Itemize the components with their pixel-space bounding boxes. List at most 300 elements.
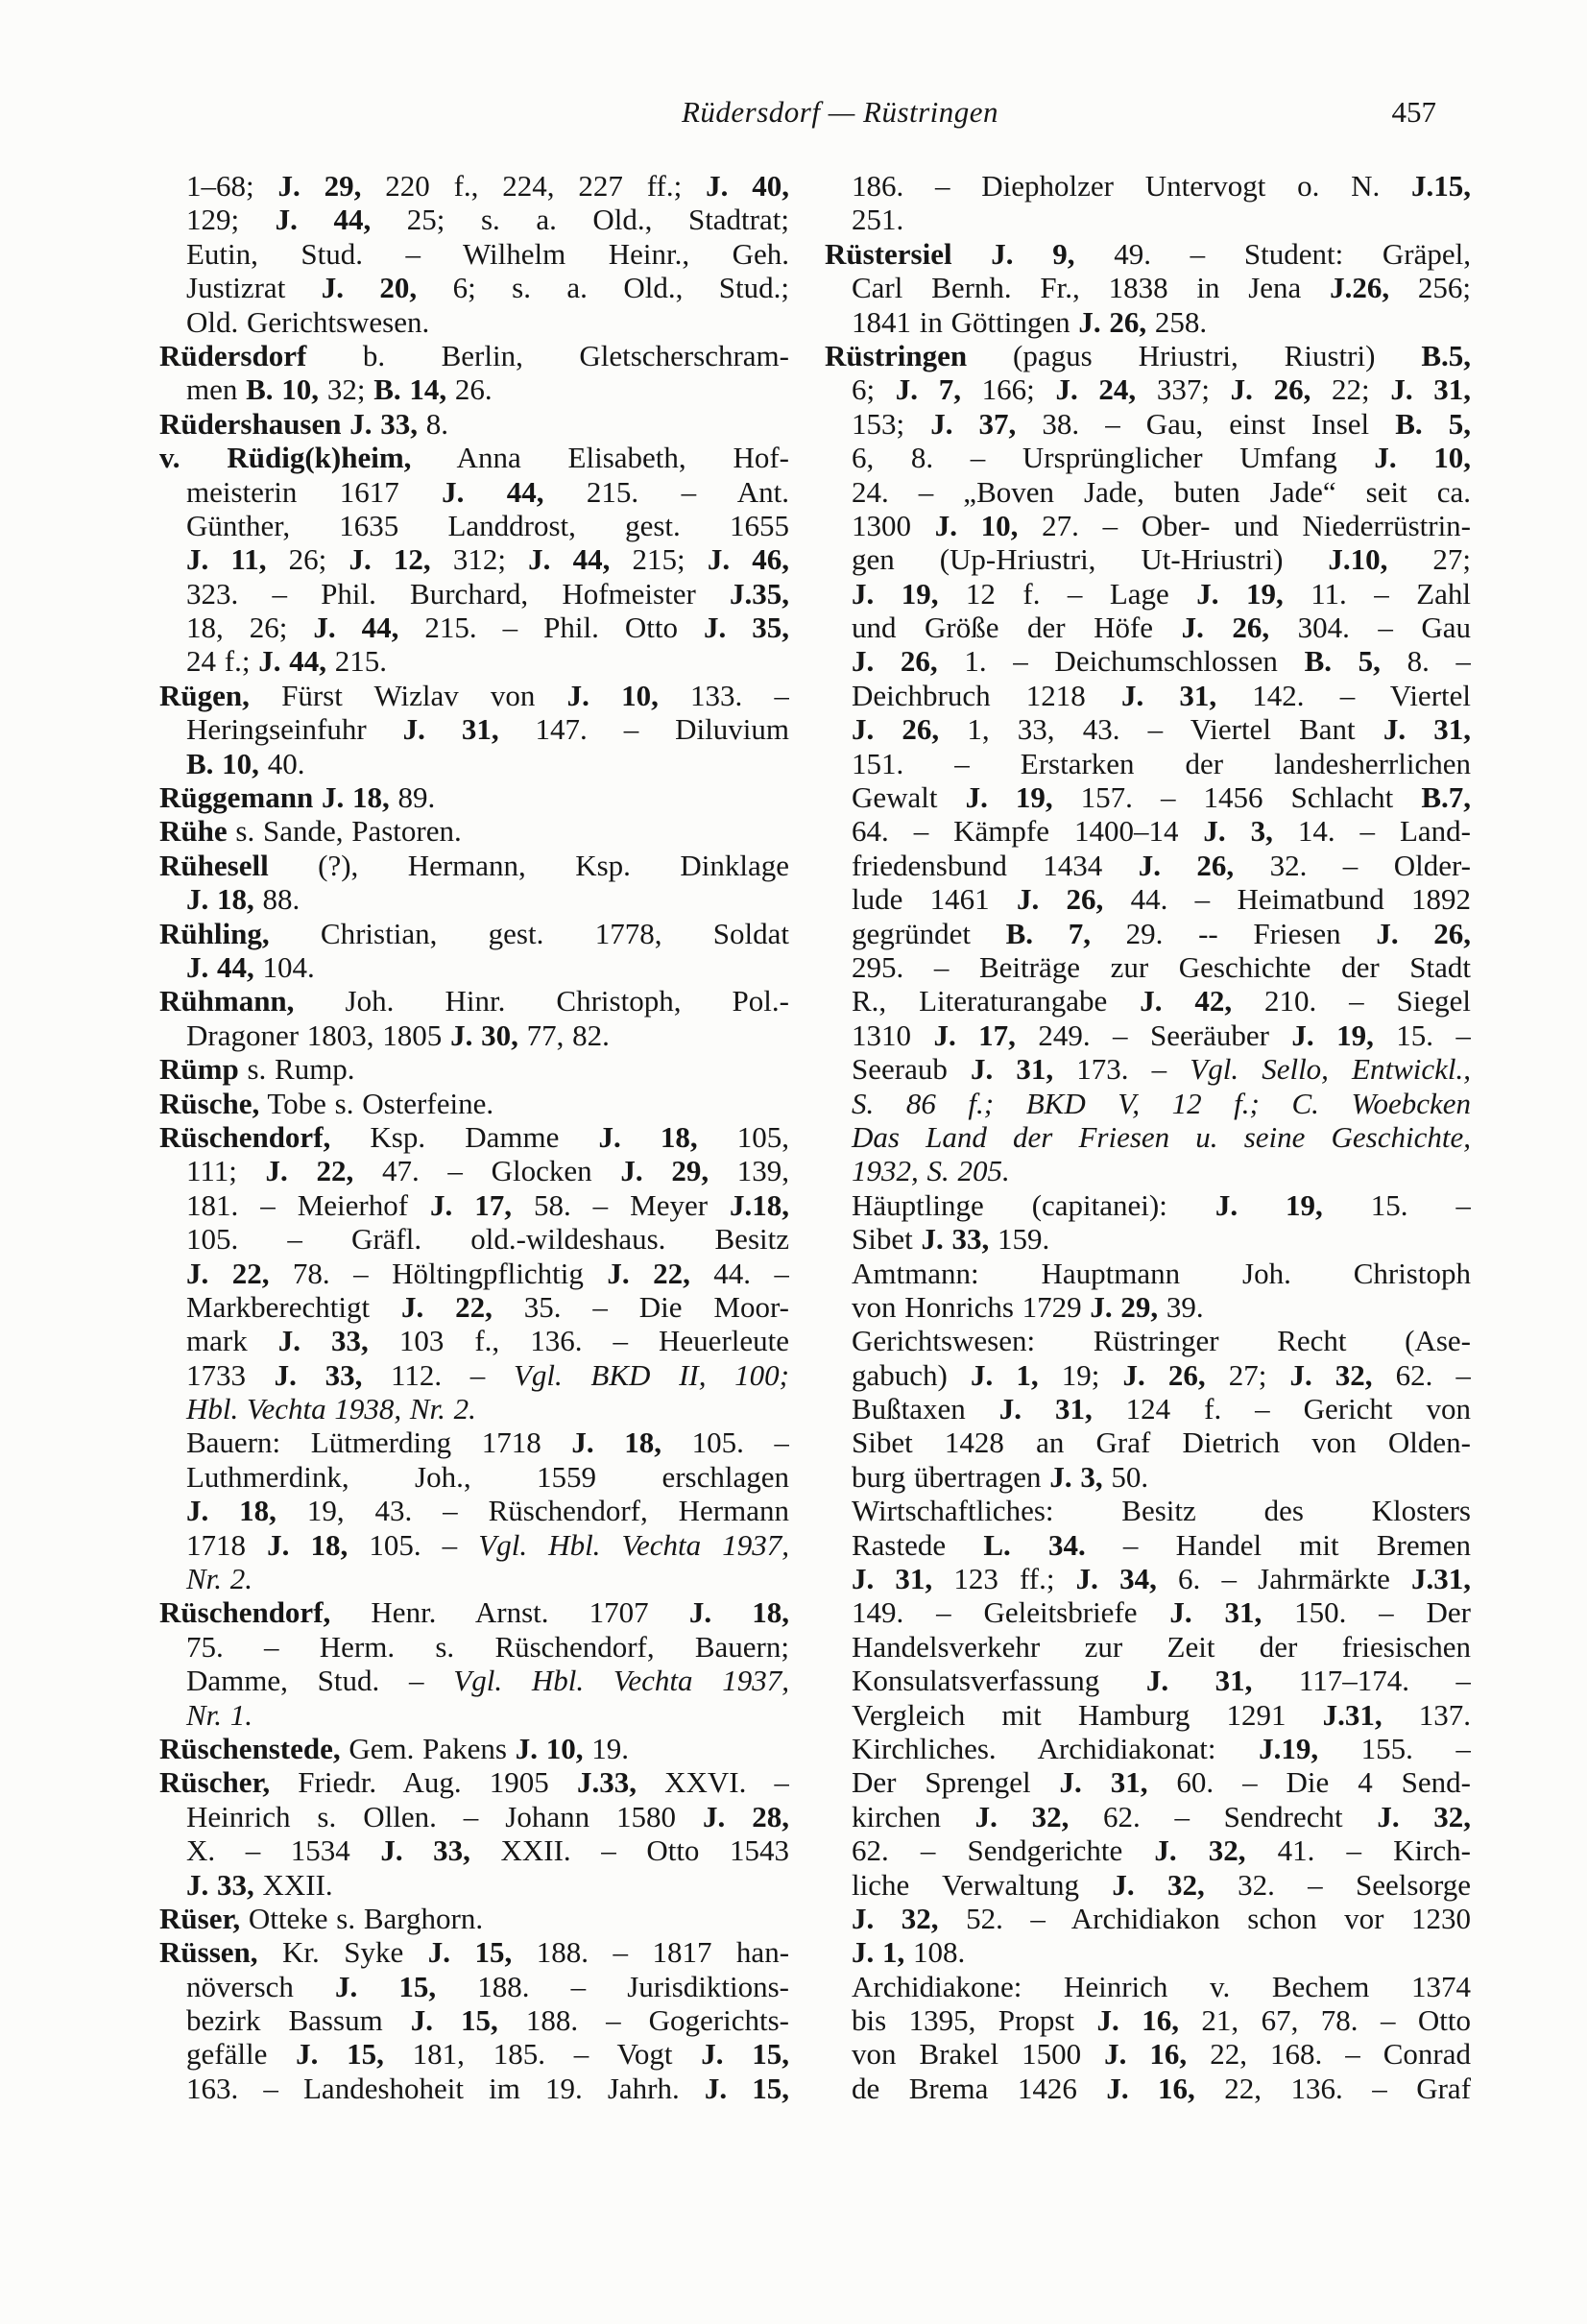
bold-text: Rühling, (159, 916, 270, 950)
text-line (159, 1324, 789, 1357)
text-line (159, 1528, 789, 1562)
text-line (159, 1970, 789, 2003)
text-line (825, 2072, 1471, 2105)
text-line (825, 2003, 1471, 2037)
bold-text: J. 12, (349, 542, 431, 577)
text-line (159, 339, 789, 372)
regular-text: 8. (418, 406, 448, 441)
bold-text: J.26, (1330, 271, 1390, 305)
bold-text: Rümp (159, 1052, 239, 1087)
regular-text: 32. – Older- (1234, 848, 1471, 882)
regular-text: 21, 67, 78. – Otto (1178, 2003, 1471, 2038)
bold-text: J. 33, (380, 1833, 470, 1868)
left-column (159, 169, 789, 2105)
text-line (159, 1426, 789, 1459)
bold-text: J. 16, (1096, 2003, 1179, 2038)
regular-text: Heringseinfuhr (186, 712, 403, 747)
bold-text: J. 1, (852, 1935, 905, 1970)
regular-text: 129; (186, 203, 276, 237)
text-line (159, 1154, 789, 1187)
regular-text: Justizrat (186, 271, 322, 305)
bold-text: Rüstringen (825, 338, 968, 372)
bold-text: J. 40, (706, 169, 789, 203)
text-line (159, 849, 789, 882)
regular-text: gefälle (186, 2037, 297, 2072)
regular-text: Bauern: Lütmerding 1718 (186, 1426, 572, 1460)
regular-text: X. – 1534 (186, 1833, 381, 1868)
regular-text: 26. (446, 372, 493, 407)
bold-text: J. 15, (427, 1935, 513, 1970)
bold-text: J. 16, (1104, 2037, 1188, 2072)
bold-text: J. 33, (186, 1867, 254, 1902)
text-line (159, 882, 789, 916)
bold-text: J. 31, (1145, 1664, 1253, 1698)
bold-text: J. 28, (703, 1799, 789, 1833)
text-line (159, 1257, 789, 1290)
text-line (825, 1868, 1471, 1902)
regular-text: Archidiakone: Heinrich v. Bechem 1374 (852, 1969, 1471, 2003)
regular-text: Luthmerdink, Joh., 1559 erschlagen (186, 1459, 789, 1494)
text-line (825, 1290, 1471, 1324)
text-line (825, 271, 1471, 304)
regular-text: Kr. Syke (257, 1935, 428, 1970)
text-line (159, 577, 789, 611)
text-line (825, 1970, 1471, 2003)
bold-text: B. 14, (373, 372, 447, 407)
bold-text: J. 15, (335, 1969, 437, 2003)
regular-text: növersch (186, 1969, 336, 2003)
text-line (159, 1290, 789, 1324)
text-line (825, 1664, 1471, 1697)
text-line (159, 441, 789, 474)
text-line (159, 237, 789, 271)
regular-text: Christian, gest. 1778, Soldat (269, 916, 789, 950)
text-line (825, 611, 1471, 644)
regular-text: 52. – Archidiakon schon vor 1230 (938, 1901, 1471, 1935)
regular-text: 1310 (852, 1018, 934, 1052)
text-line (825, 509, 1471, 542)
text-line (159, 372, 789, 406)
regular-text: gabuch) (852, 1357, 971, 1392)
regular-text: Deichbruch 1218 (852, 678, 1121, 712)
bold-text: B. 5, (1304, 644, 1381, 679)
regular-text: lude 1461 (852, 882, 1017, 917)
text-line (825, 1902, 1471, 1935)
bold-text: J. 42, (1140, 984, 1233, 1018)
regular-text: Günther, 1635 Landdrost, gest. 1655 (186, 508, 789, 542)
bold-text: J. 33, (921, 1222, 990, 1257)
regular-text: 15. – (1373, 1018, 1471, 1052)
italic-text: Nr. 2. (186, 1562, 253, 1596)
bold-text: Rüscher, (159, 1765, 271, 1800)
italic-text: S. 86 f.; BKD V, 12 f.; C. Woebcken (852, 1086, 1471, 1120)
text-line (825, 407, 1471, 441)
regular-text: 1841 in Göttingen (852, 304, 1079, 339)
text-line (825, 441, 1471, 474)
regular-text: 220 f., 224, 227 ff.; (361, 169, 707, 203)
text-line (825, 984, 1471, 1018)
regular-text: XXVI. – (636, 1765, 789, 1800)
bold-text: J. 19, (852, 576, 939, 611)
regular-text: 157. – 1456 Schlacht (1052, 780, 1422, 815)
regular-text: 1–68; (186, 169, 278, 203)
regular-text: friedensbund 1434 (852, 848, 1139, 882)
text-line (825, 849, 1471, 882)
italic-text: Nr. 1. (186, 1697, 253, 1732)
regular-text: 19, 43. – Rüschendorf, Hermann (276, 1494, 789, 1528)
regular-text: 22, 168. – Conrad (1187, 2037, 1471, 2072)
regular-text: bis 1395, Propst (852, 2003, 1097, 2038)
text-line (159, 814, 789, 848)
bold-text: J. 31, (1169, 1595, 1262, 1630)
bold-text: J. 22, (265, 1154, 354, 1188)
bold-text: J. 31, (1120, 678, 1217, 712)
text-line (159, 984, 789, 1018)
regular-text: Konsulatsverfassung (852, 1664, 1146, 1698)
regular-text: Tobe s. Osterfeine. (259, 1086, 494, 1120)
regular-text: s. Rump. (238, 1052, 355, 1087)
regular-text: Wirtschaftliches: Besitz des Klosters (852, 1494, 1471, 1528)
regular-text: 64. – Kämpfe 1400–14 (852, 814, 1204, 849)
regular-text: Sibet 1428 an Graf Dietrich von Olden- (852, 1426, 1471, 1460)
regular-text: Heinrich s. Ollen. – Johann 1580 (186, 1799, 704, 1833)
text-line (825, 917, 1471, 950)
text-line (825, 1595, 1471, 1629)
regular-text: 163. – Landeshoheit im 19. Jahrh. (186, 2071, 705, 2105)
bold-text: J. 29, (277, 169, 362, 203)
regular-text: 32; (319, 372, 374, 407)
bold-text: J. 10, (1374, 441, 1471, 475)
bold-text: J.10, (1328, 542, 1388, 577)
text-line (825, 169, 1471, 203)
italic-text: Vgl. Sello, Entwickl., (1190, 1052, 1471, 1087)
regular-text: Ksp. Damme (330, 1119, 599, 1154)
regular-text: 123 ff.; (932, 1562, 1076, 1596)
regular-text: Dragoner 1803, 1805 (186, 1018, 451, 1052)
text-line (159, 1494, 789, 1527)
text-line (825, 1800, 1471, 1833)
bold-text: L. 34. (983, 1527, 1086, 1562)
text-line (159, 271, 789, 304)
text-line (159, 1392, 789, 1426)
regular-text: 251. (852, 203, 904, 237)
italic-text: 1932, S. 205. (852, 1154, 1010, 1188)
text-line (825, 1188, 1471, 1222)
regular-text: 6; (852, 372, 896, 407)
regular-text: Gerichtswesen: Rüstringer Recht (Ase- (852, 1324, 1471, 1358)
regular-text: – Handel mit Bremen (1085, 1527, 1471, 1562)
text-line (159, 644, 789, 678)
bold-text: J. 10, (934, 508, 1019, 542)
text-line (159, 950, 789, 984)
regular-text: mark (186, 1324, 278, 1358)
text-line (159, 917, 789, 950)
text-line (159, 1630, 789, 1664)
regular-text: 111; (186, 1154, 266, 1188)
text-line (159, 1460, 789, 1494)
bold-text: J.35, (730, 576, 789, 611)
regular-text: 1. – Deichumschlossen (937, 644, 1305, 679)
regular-text: 337; (1136, 372, 1231, 407)
text-line (825, 1833, 1471, 1867)
text-line (159, 1188, 789, 1222)
regular-text: 142. – Viertel (1216, 678, 1471, 712)
regular-text: und Größe der Höfe (852, 611, 1182, 645)
text-line (159, 1935, 789, 1969)
regular-text: 38. – Gau, einst Insel (1016, 406, 1396, 441)
bold-text: J. 1, (970, 1357, 1039, 1392)
regular-text: 35. – Die Moor- (492, 1289, 789, 1324)
regular-text: 41. – Kirch- (1245, 1833, 1471, 1868)
text-line (159, 203, 789, 236)
text-line (825, 1732, 1471, 1765)
text-line (825, 1257, 1471, 1290)
bold-text: J. 22, (186, 1256, 270, 1290)
regular-text: 151. – Erstarken der landesherrlichen (852, 746, 1471, 780)
text-line (159, 1595, 789, 1629)
bold-text: Rüschendorf, (159, 1595, 331, 1630)
regular-text: 26; (266, 542, 349, 577)
bold-text: J.18, (730, 1187, 789, 1222)
regular-text: b. Berlin, Gletscherschram- (306, 338, 789, 372)
regular-text: (pagus Hriustri, Riustri) (967, 338, 1422, 372)
regular-text: 1733 (186, 1357, 275, 1392)
regular-text: 32. – Seelsorge (1204, 1867, 1471, 1902)
regular-text: 188. – 1817 han- (512, 1935, 789, 1970)
regular-text: 215; (610, 542, 708, 577)
regular-text: 6, 8. – Ursprünglicher Umfang (852, 441, 1375, 475)
text-line (159, 2037, 789, 2071)
text-line (825, 2037, 1471, 2071)
regular-text: Joh. Hinr. Christoph, Pol.- (294, 984, 789, 1018)
text-line (825, 679, 1471, 712)
bold-text: J. 26, (1181, 611, 1270, 645)
regular-text: 14. – Land- (1272, 814, 1471, 849)
bold-text: J. 32, (1377, 1799, 1471, 1833)
regular-text: 150. – Der (1262, 1595, 1471, 1630)
regular-text: R., Literaturangabe (852, 984, 1141, 1018)
text-line (159, 509, 789, 542)
bold-text: J. 19, (1196, 576, 1284, 611)
text-line (825, 1120, 1471, 1154)
regular-text: Seeraub (852, 1052, 971, 1087)
regular-text: von Brakel 1500 (852, 2037, 1105, 2072)
text-line (825, 1154, 1471, 1187)
text-line (825, 882, 1471, 916)
text-line (159, 169, 789, 203)
bold-text: J. 30, (450, 1018, 518, 1052)
regular-text: Gem. Pakens (340, 1731, 516, 1765)
bold-text: J. 26, (852, 644, 938, 679)
regular-text: Damme, Stud. – (186, 1664, 454, 1698)
text-line (825, 1426, 1471, 1459)
regular-text: 49. – Student: Gräpel, (1074, 236, 1471, 271)
regular-text: Henr. Arnst. 1707 (330, 1595, 689, 1630)
bold-text: J. 26, (1078, 304, 1147, 339)
text-line (159, 1868, 789, 1902)
bold-text: Rüdershausen J. 33, (159, 406, 418, 441)
regular-text: 124 f. – Gericht von (1092, 1392, 1471, 1426)
bold-text: J. 31, (852, 1562, 933, 1596)
bold-text: J. 44, (313, 611, 399, 645)
bold-text: Rüdersdorf (159, 338, 307, 372)
regular-text: 104. (253, 949, 315, 984)
bold-text: B. 10, (246, 372, 320, 407)
text-line (825, 644, 1471, 678)
text-line (159, 475, 789, 509)
regular-text: Eutin, Stud. – Wilhelm Heinr., Geh. (186, 236, 789, 271)
text-line (825, 1562, 1471, 1595)
regular-text: 103 f., 136. – Heuerleute (368, 1324, 789, 1358)
text-line (159, 780, 789, 814)
bold-text: Rüggemann J. 18, (159, 780, 390, 815)
regular-text: 1, 33, 43. – Viertel Bant (939, 712, 1383, 747)
right-column (825, 169, 1471, 2105)
text-line (825, 780, 1471, 814)
regular-text: 181. – Meierhof (186, 1187, 430, 1222)
bold-text: J. 32, (974, 1799, 1070, 1833)
bold-text: J. 31, (1390, 372, 1471, 407)
bold-text: B.5, (1421, 338, 1471, 372)
regular-text: 173. – (1053, 1052, 1190, 1087)
text-line (825, 1698, 1471, 1732)
text-line (825, 475, 1471, 509)
regular-text: 19; (1038, 1357, 1123, 1392)
regular-text: Rastede (852, 1527, 984, 1562)
bold-text: J. 7, (895, 372, 961, 407)
regular-text: 188. – Gogerichts- (497, 2003, 789, 2038)
regular-text: 39. (1158, 1289, 1204, 1324)
bold-text: Rüssen, (159, 1935, 258, 1970)
bold-text: J. 31, (970, 1052, 1054, 1087)
text-line (825, 372, 1471, 406)
regular-text: Friedr. Aug. 1905 (270, 1765, 577, 1800)
bold-text: J. 26, (1016, 882, 1104, 917)
regular-text: s. Sande, Pastoren. (227, 814, 462, 849)
bold-text: J. 44, (186, 949, 254, 984)
bold-text: J. 22, (400, 1289, 493, 1324)
regular-text: 22; (1310, 372, 1391, 407)
regular-text: 6; s. a. Old., Stud.; (417, 271, 789, 305)
bold-text: J. 15, (410, 2003, 498, 2038)
regular-text: 215. – Ant. (543, 474, 789, 509)
bold-text: J. 19, (965, 780, 1053, 815)
regular-text: men (186, 372, 247, 407)
bold-text: J. 26, (852, 712, 940, 747)
bold-text: J. 3, (1049, 1459, 1103, 1494)
italic-text: Vgl. BKD II, 100; (513, 1357, 789, 1392)
bold-text: J. 46, (707, 542, 789, 577)
bold-text: J. 16, (1106, 2071, 1195, 2105)
regular-text: Fürst Wizlav von (249, 678, 567, 712)
bold-text: Rüsche, (159, 1086, 260, 1120)
text-line (159, 712, 789, 746)
text-line (825, 1052, 1471, 1086)
text-line (159, 611, 789, 644)
text-line (825, 1392, 1471, 1426)
regular-text: 312; (430, 542, 529, 577)
page-number: 457 (1391, 95, 1436, 129)
bold-text: J. 26, (1138, 848, 1235, 882)
text-line (825, 1494, 1471, 1527)
regular-text: 105. – (661, 1426, 789, 1460)
regular-text: 77, 82. (517, 1018, 610, 1052)
text-line (159, 1698, 789, 1732)
bold-text: J. 34, (1075, 1562, 1157, 1596)
bold-text: J. 35, (704, 611, 789, 645)
regular-text: Gewalt (852, 780, 966, 815)
regular-text: 153; (852, 406, 931, 441)
bold-text: Rügen, (159, 678, 250, 712)
bold-text: J. 26, (1122, 1357, 1206, 1392)
regular-text: 258. (1146, 304, 1208, 339)
regular-text: 139, (709, 1154, 789, 1188)
text-line (159, 2003, 789, 2037)
regular-text: 27; (1387, 542, 1471, 577)
text-line (159, 679, 789, 712)
bold-text: J.33, (576, 1765, 637, 1800)
text-line (825, 339, 1471, 372)
bold-text: Rüschenstede, (159, 1731, 341, 1765)
regular-text: 215. – Phil. Otto (398, 611, 704, 645)
text-line (825, 814, 1471, 848)
page-header (159, 95, 1471, 133)
regular-text: liche Verwaltung (852, 1867, 1113, 1902)
regular-text: 40. (258, 746, 305, 780)
regular-text: kirchen (852, 1799, 975, 1833)
running-title: Rüdersdorf — Rüstringen (681, 95, 999, 129)
bold-text: J. 17, (430, 1187, 512, 1222)
regular-text: 62. – Sendgerichte (852, 1833, 1155, 1868)
regular-text: 304. – Gau (1269, 611, 1471, 645)
bold-text: J. 44, (442, 474, 544, 509)
regular-text: Markberechtigt (186, 1289, 401, 1324)
regular-text: 249. – Seeräuber (1015, 1018, 1292, 1052)
regular-text: 117–174. – (1252, 1664, 1471, 1698)
bold-text: Rühmann, (159, 984, 295, 1018)
bold-text: J. 32, (1154, 1833, 1246, 1868)
regular-text: 44. – (689, 1256, 789, 1290)
bold-text: J. 20, (321, 271, 418, 305)
regular-text: burg übertragen (852, 1459, 1050, 1494)
regular-text: 27. – Ober- und Niederrüstrin- (1018, 508, 1471, 542)
text-line (825, 305, 1471, 339)
regular-text: 62. – Sendrecht (1069, 1799, 1378, 1833)
regular-text: Old. Gerichtswesen. (186, 304, 430, 339)
bold-text: J. 24, (1055, 372, 1137, 407)
regular-text: gegründet (852, 916, 1006, 950)
text-line (159, 1222, 789, 1256)
regular-text: Sibet (852, 1222, 922, 1257)
regular-text: 323. – Phil. Burchard, Hofmeister (186, 576, 730, 611)
text-line (825, 1018, 1471, 1052)
regular-text: 60. – Die 4 Send- (1147, 1765, 1471, 1800)
regular-text: 188. – Jurisdiktions- (436, 1969, 789, 2003)
bold-text: J. 26, (1376, 916, 1471, 950)
bold-text: J.31, (1322, 1697, 1383, 1732)
regular-text: XXII. – Otto 1543 (469, 1833, 789, 1868)
text-line (825, 1935, 1471, 1969)
regular-text: 89. (389, 780, 436, 815)
regular-text: 105. – (348, 1527, 479, 1562)
text-line (825, 1324, 1471, 1357)
regular-text: 11. – Zahl (1283, 576, 1471, 611)
bold-text: J. 18, (186, 882, 254, 917)
text-line (159, 1018, 789, 1052)
regular-text: von Honrichs 1729 (852, 1289, 1091, 1324)
regular-text: 1718 (186, 1527, 268, 1562)
bold-text: J. 19, (1291, 1018, 1374, 1052)
